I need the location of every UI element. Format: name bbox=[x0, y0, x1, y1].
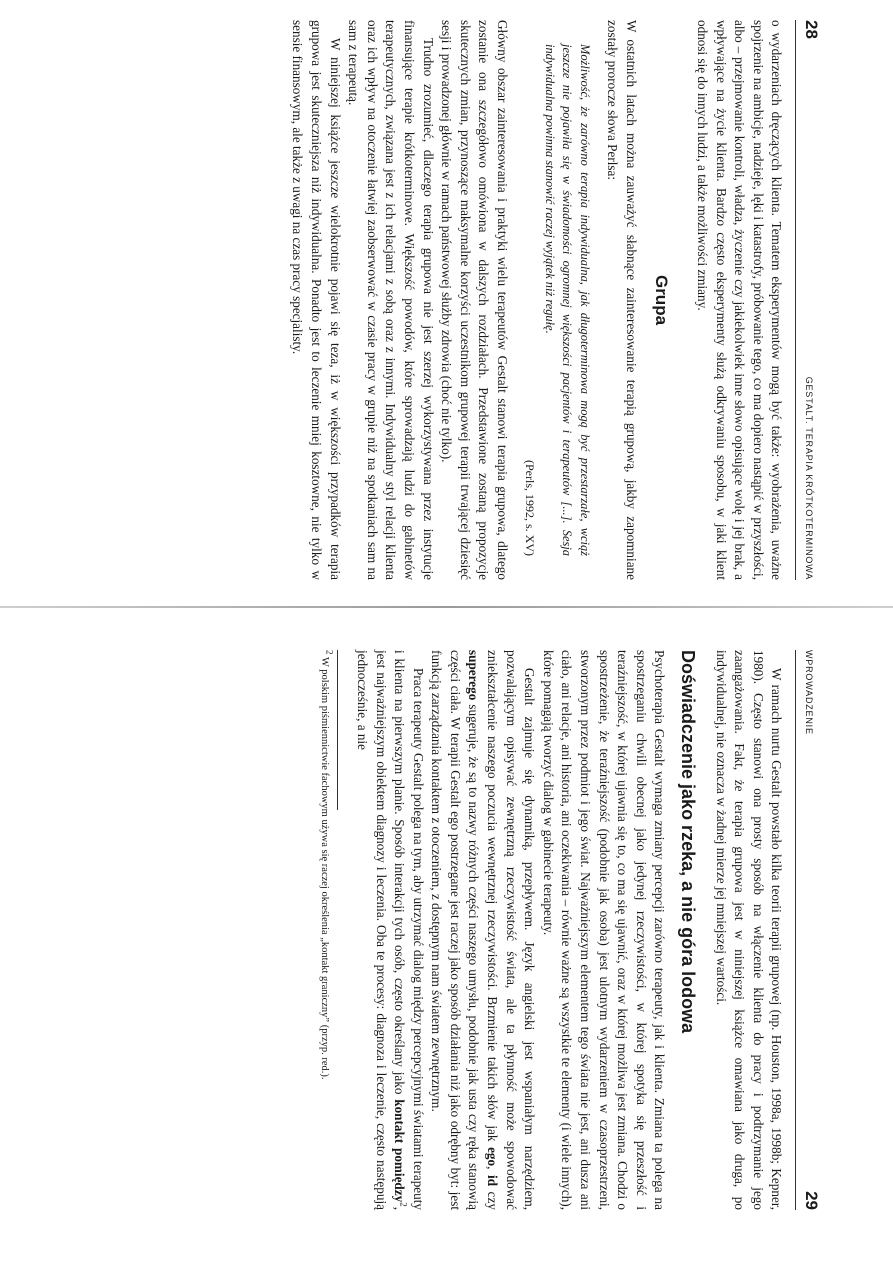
text-run: sugeruje, że są to nazwy różnych części naszego umysłu, podobnie jak usta czy ręka stanowią części ciała. W terapii Gestalt ego postrzegane jest raczej jako sposób działania niż jako odrębny byt: jest funkcją zarządzania kontaktem z otoczeniem, z dostępnym nam światem zewnętrznym. bbox=[429, 650, 482, 1210]
text-run: , jest najważniejszym obiektem diagnozy i leczenia. Oba te procesy: diagnoza i leczenie, często następują jednocześnie, a nie bbox=[354, 650, 408, 1210]
paragraph bbox=[427, 650, 539, 1210]
text-run: Gestalt zajmuje się dynamiką, przepływem. Język angielski jest wspaniałym narzędziem, pozwalającym opisywać zewnętrzną rzeczywistość świata, ale ta płynność może spowodować zniekształcenie naszego poczucia wewnętrznej rzeczywistości. Brzmienie takich słów jak bbox=[485, 650, 538, 1210]
paragraph: Główny obszar zainteresowania i praktyki wielu terapeutów Gestalt stanowi terapia grupowa, dlatego zostanie ona szczegółowo omówiona w dalszych rozdziałach. Przedstawione zostaną propozycje skutecznych zmian, przynoszące maksymalne korzyści uczestnikom grupowej terapii trwającej dziesięć sesji i prowadzonej głównie w ramach państwowej służby zdrowia (choć nie tylko). bbox=[439, 20, 511, 580]
page-number: 29 bbox=[802, 1191, 821, 1210]
term-ego: ego bbox=[485, 1147, 501, 1167]
running-head bbox=[795, 650, 820, 1210]
paragraph bbox=[352, 650, 426, 1210]
footnote-number: 2 bbox=[324, 650, 335, 655]
term-superego: superego bbox=[466, 650, 482, 701]
footnote-marker: 2 bbox=[398, 1202, 409, 1207]
text-run: , bbox=[485, 1166, 501, 1176]
section-heading-rzeka: Doświadczenie jako rzeka, a nie góra lodowa bbox=[678, 650, 699, 1034]
page-left bbox=[80, 20, 820, 580]
text-run: Praca terapeuty Gestalt polega na tym, aby utrzymać dialog między percepcyjnymi światami terapeuty i klienta na pierwszym planie. Sposób interakcji tych osób, często określany jako bbox=[392, 650, 426, 1210]
block-quote bbox=[521, 44, 593, 556]
quote-text: Możliwość, że zarówno terapia indywidualna, jak długoterminowa mogą być przestarzałe, wciąż jeszcze nie pojawiła się w świadomości ogromnej większości pacjentów i terapeutów [...]. Sesja indywidualna powinna stanowić raczej wyjątek niż regułę. bbox=[542, 44, 592, 556]
paragraph: o wydarzeniach dręczących klienta. Tematem eksperymentów mogą być także: wyobrażenia, uważne spojrzenie na ambicje, nadzieje, lęki i katastrofy, próbowanie tego, co ma dopiero nastąpić w przyszłości, albo – przejmowanie kontroli, władza, życzenie czy jakiekolwiek inne słowo opisujące wolę i jej brak, a wpływające na życie klienta. Bardzo często eksperymenty służą odkrywaniu sposobu, w jaki klient odnosi się do innych ludzi, a także możliwości zmiany. bbox=[695, 20, 785, 580]
running-head bbox=[795, 20, 820, 580]
section-heading-grupa: Grupa bbox=[652, 274, 672, 326]
paragraph: W ostatnich latach można zauważyć słabnące zainteresowanie terapią grupową, jakby zapomniane zostały prorocze słowa Perlsa: bbox=[605, 20, 639, 580]
footnote-text: W polskim piśmiennictwie fachowym używa się raczej określenia „kontakt graniczny” (przyp. red.). bbox=[319, 656, 331, 1080]
paragraph: W ramach nurtu Gestalt powstało kilka teorii terapii grupowej (np. Houston, 1998a, 1998b; Kepner, 1980). Często stanowi ona prosty sposób na włączenie klienta do pracy i podtrzymanie jego zaangażowania. Fakt, że terapia grupowa jest w niniejszej książce omawiana jako druga, po indywidualnej, nie oznacza w żadnej mierze jej mniejszej wartości. bbox=[713, 650, 785, 1210]
term-id: id bbox=[485, 1175, 501, 1187]
paragraph: Trudno zrozumieć, dlaczego terapia grupowa nie jest szerzej wykorzystywana przez instytucje finansujące terapie krótkoterminowe. Większość powodów, które sprowadzają ludzi do gabinetów terapeutycznych, związana jest z ich relacjami z sobą oraz z innymi. Indywidualny styl relacji klienta oraz ich wpływ na otoczenie łatwiej zaobserwować w czasie pracy w grupie niż na spotkaniach sam na sam z terapeutą. bbox=[346, 20, 436, 580]
scan-divider bbox=[0, 606, 893, 608]
running-head-title: GESTALT. TERAPIA KRÓTKOTERMINOWA bbox=[804, 376, 814, 580]
running-head-title: WPROWADZENIE bbox=[804, 650, 814, 735]
text-run: czy bbox=[485, 1186, 501, 1210]
footnote-rule bbox=[337, 650, 338, 810]
paragraph: W niniejszej książce jeszcze wielokrotnie pojawi się teza, iż w większości przypadków terapia grupowa jest skuteczniejsza niż indywidualna. Ponadto jest to leczenie mniej kosztowne, nie tylko w sensie finansowym, ale także z uwagi na czas pracy specjalisty. bbox=[290, 20, 343, 580]
term-kontakt: kontakt pomiędzy bbox=[392, 1099, 408, 1203]
page-number: 28 bbox=[802, 20, 821, 39]
quote-reference: (Perls, 1992, s. XV) bbox=[523, 460, 538, 556]
paragraph: Psychoterapia Gestalt wymaga zmiany percepcji zarówno terapeuty, jak i klienta. Zmiana ta polega na spostrzeganiu chwili obecnej jako jedynej rzeczywistości, w której spotyka się przeszłość i teraźniejszość, w której ujawnia się to, co ma się ujawnić, oraz w której możliwa jest zmiana. Chodzi o spostrzeżenie, że teraźniejszość (podobnie jak osoba) jest ulotnym wydarzeniem w czasoprzestrzeni, stworzonym przez podmiot i jego świat. Najważniejszym elementem tego świata nie jest, ani dusza ani ciało, ani relacje, ani historia, ani oczekiwania – równie ważne są wszystkie te elementy (i wiele innych), które pomagają tworzyć dialog w gabinecie terapeuty. bbox=[540, 650, 668, 1210]
page-right bbox=[80, 650, 820, 1210]
footnote bbox=[317, 650, 335, 1210]
